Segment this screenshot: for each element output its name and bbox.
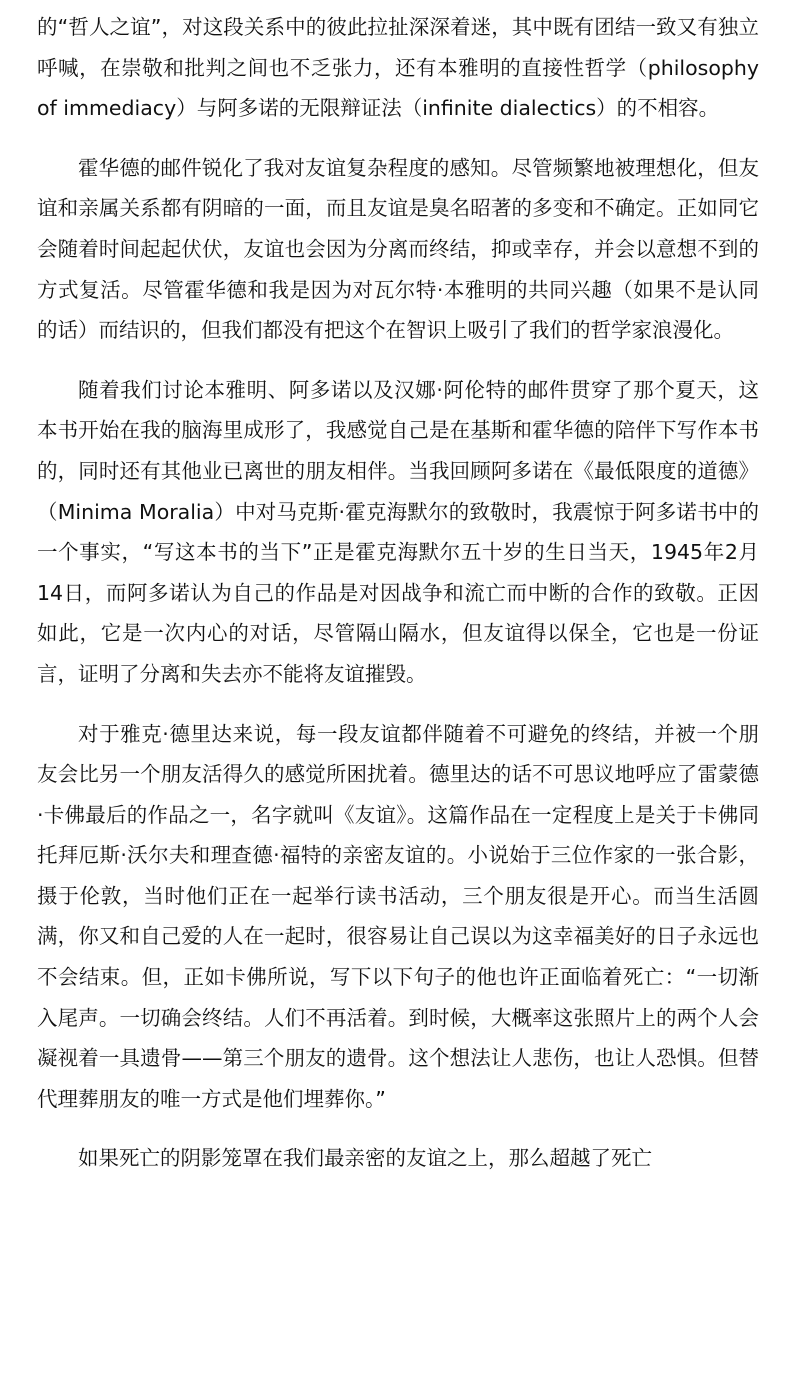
paragraph-1: 的“哲人之谊”，对这段关系中的彼此拉扯深深着迷，其中既有团结一致又有独立呼喊，在崇敬和批判之间也不乏张力，还有本雅明的直接性哲学（philosophy of immediacy）与阿多诺的无限辩证法（infinite dialectics）的不相容。 bbox=[37, 15, 766, 121]
document-page bbox=[37, 7, 766, 1198]
paragraph-3: 随着我们讨论本雅明、阿多诺以及汉娜·阿伦特的邮件贯穿了那个夏天，这本书开始在我的脑海里成形了，我感觉自己是在基斯和霍华德的陪伴下写作本书的，同时还有其他业已离世的朋友相伴。当我回顾阿多诺在《最低限度的道德》（Minima Moralia）中对马克斯·霍克海默尔的致敬时，我震惊于阿多诺书中的一个事实，“写这本书的当下”正是霍克海默尔五十岁的生日当天，1945年2月14日，而阿多诺认为自己的作品是对因战争和流亡而中断的合作的致敬。正因如此，它是一次内心的对话，尽管隔山隔水，但友谊得以保全，它也是一份证言，证明了分离和失去亦不能将友谊摧毁。 bbox=[37, 377, 759, 686]
paragraph-5: 如果死亡的阴影笼罩在我们最亲密的友谊之上，那么超越了死亡 bbox=[78, 1146, 652, 1171]
paragraph-4: 对于雅克·德里达来说，每一段友谊都伴随着不可避免的终结，并被一个朋友会比另一个朋友活得久的感觉所困扰着。德里达的话不可思议地呼应了雷蒙德·卡佛最后的作品之一，名字就叫《友谊》。这篇作品在一定程度上是关于卡佛同托拜厄斯·沃尔夫和理查德·福特的亲密友谊的。小说始于三位作家的一张合影，摄于伦敦，当时他们正在一起举行读书活动，三个朋友很是开心。而当生活圆满，你又和自己爱的人在一起时，很容易让自己误以为这幸福美好的日子永远也不会结束。但，正如卡佛所说，写下以下句子的他也许正面临着死亡：“一切渐入尾声。一切确会终结。人们不再活着。到时候，大概率这张照片上的两个人会凝视着一具遗骨——第三个朋友的遗骨。这个想法让人悲伤，也让人恐惧。但替代理葬朋友的唯一方式是他们埋葬你。” bbox=[37, 721, 759, 1111]
paragraph-2: 霍华德的邮件锐化了我对友谊复杂程度的感知。尽管频繁地被理想化，但友谊和亲属关系都有阴暗的一面，而且友谊是臭名昭著的多变和不确定。正如同它会随着时间起起伏伏，友谊也会因为分离而终结，抑或幸存，并会以意想不到的方式复活。尽管霍华德和我是因为对瓦尔特·本雅明的共同兴趣（如果不是认同的话）而结识的，但我们都没有把这个在智识上吸引了我们的哲学家浪漫化。 bbox=[37, 155, 759, 343]
